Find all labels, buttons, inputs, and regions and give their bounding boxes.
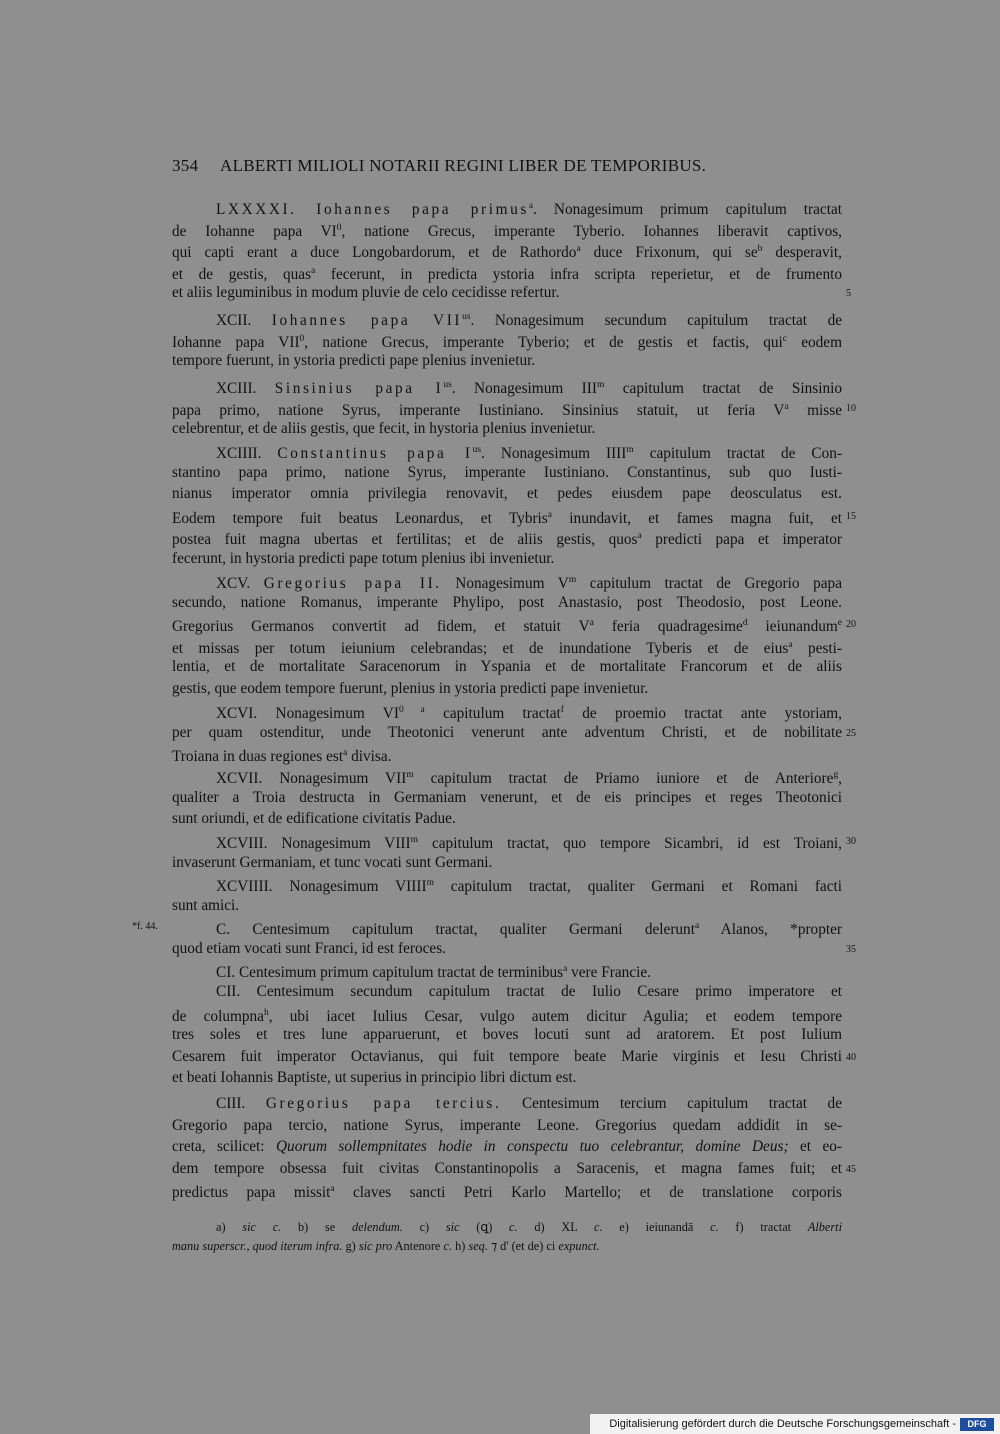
line-number: 45 <box>846 1163 856 1175</box>
text-line: papa primo, natione Syrus, imperante Iustiniano. Sinsinius statuit, ut feria $V^a$ misse 10 <box>172 397 842 419</box>
line-number: 25 <box>846 727 856 739</box>
text-line: Gregorius Germanos convertit ad fidem, et statuit $V^a$ feria quadragesime$^d$ ieiunandum$^e$ 20 <box>172 613 842 635</box>
text-line: tres soles et tres lune apparuerunt, et boves locuti sunt ad aratorem. Et post Iulium <box>172 1026 842 1044</box>
text-line: et missas per totum ieiunium celebrandas; et de inundatione Tyberis et de eius$^a$ pesti- <box>172 639 842 657</box>
text-line: qui capti erant a duce Longobardorum, et de Rathordo$^a$ duce Frixonum, qui $se^b$ desperavit, <box>172 244 843 262</box>
text-line: gestis, que eodem tempore fuerunt, plenius in ystoria predicti pape invenietur. <box>172 679 649 697</box>
text-line: dem tempore obsessa fuit civitas Constantinopolis a Saracenis, et magna fames fuit; et 45 <box>172 1158 842 1180</box>
line-number: 15 <box>846 510 856 522</box>
line-number: 5 <box>846 288 851 300</box>
line-number: 10 <box>846 402 856 414</box>
text-line: tempore fuerunt, in ystoria predicti pape plenius invenietur. <box>172 352 536 370</box>
text-line: Gregorio papa tercio, natione Syrus, imperante Leone. Gregorius quedam addidit in se- <box>172 1116 842 1134</box>
text-line: XCVIII. Nonagesimum VIII$^m$ capitulum tractat, quo tempore Sicambri, id est Troiani, 30 <box>172 830 842 852</box>
text-line: quod etiam vocati sunt Franci, id est feroces. 35 <box>172 938 842 960</box>
margin-folio-note: *f. 44. <box>132 921 158 932</box>
chapter-paragraph <box>172 440 856 570</box>
text-line: qualiter a Troia destructa in Germaniam venerunt, et de eis principes et reges Theotonici <box>172 788 842 806</box>
footnote-line: manu superscr., quod iterum infra. g) sic pro Antenore c. h) seq. ⁊ d' (et de) ci expunct. <box>172 1239 600 1253</box>
text-line: Troiana in duas regiones est$^a$ divisa. <box>172 748 392 766</box>
text-line: CI. Centesimum primum capitulum tractat de terminibus$^a$ vere Francie. <box>216 964 651 982</box>
chapter-paragraph <box>172 981 856 1089</box>
text-line: de columpna$^h$, ubi iacet Iulius Cesar, vulgo autem dicitur Agulia; et eodem tempore <box>172 1007 842 1025</box>
line-number: 40 <box>846 1051 856 1063</box>
chapter-paragraph <box>172 873 842 916</box>
text-line: XCII. Iohannes papa $VII^{us}$. Nonagesimum secundum capitulum tractat de <box>216 312 843 330</box>
text-line: XCIIII. Constantinus papa $I^{us}$. Nonagesimum IIII$^m$ capitulum tractat de Con- <box>216 445 842 463</box>
chapter-paragraph <box>172 375 856 440</box>
text-line: XCIII. Sinsinius papa $I^{us}$. Nonagesimum III$^m$ capitulum tractat de Sinsinio <box>216 380 843 398</box>
chapter-paragraph <box>172 765 842 830</box>
text-line: fecerunt, in hystoria predicti pape totum plenius ibi invenietur. <box>172 549 555 567</box>
text-line: Cesarem fuit imperator Octavianus, qui fuit tempore beate Marie virginis et Iesu Christi 40 <box>172 1046 842 1068</box>
text-line: XCV. Gregorius papa II. Nonagesimum $V^m$ capitulum tractat de Gregorio papa <box>216 575 842 593</box>
text-line: CIII. Gregorius papa tercius. Centesimum tercium capitulum tractat de <box>216 1095 842 1112</box>
chapter-paragraph <box>132 916 856 959</box>
text-line: creta, scilicet: Quorum sollempnitates hodie in conspectu tuo celebrantur, domine Deus; et eo- <box>172 1138 842 1156</box>
text-line: celebrentur, et de aliis gestis, que fecit, in hystoria plenius invenietur. <box>172 420 596 438</box>
chapter-paragraph <box>172 959 842 981</box>
text-line: nianus imperator omnia privilegia renovavit, et pedes eiusdem pape deosculatus est. <box>172 485 842 503</box>
chapter-paragraph <box>172 570 856 700</box>
text-line: CII. Centesimum secundum capitulum tractat de Iulio Cesare primo imperatore et <box>216 983 842 1000</box>
page-number: 354 <box>172 156 199 175</box>
line-number: 35 <box>846 943 856 955</box>
line-number: 20 <box>846 619 856 631</box>
text-line: lentia, et de mortalitate Saracenorum in Yspania et de mortalitate Francorum et de aliis <box>172 658 842 676</box>
text-line: per quam ostenditur, unde Theotonici venerunt ante adventum Christi, et de nobilitate 25 <box>172 722 842 744</box>
text-line: secundo, natione Romanus, imperante Phylipo, post Anastasio, post Theodosio, post Leone. <box>172 593 842 611</box>
text-line: LXXXXI. Iohannes papa primus$^a$. Nonagesimum primum capitulum tractat <box>216 201 842 219</box>
text-line: C. Centesimum capitulum tractat, qualiter Germani delerunt$^a$ Alanos, *propter *f. 44. <box>172 916 842 938</box>
dfg-credit-text: Digitalisierung gefördert durch die Deutsche Forschungsgemeinschaft - <box>609 1418 956 1430</box>
chapter-paragraph <box>172 307 842 372</box>
text-line: XCVII. Nonagesimum VII$^m$ capitulum tractat de Priamo iuniore et de Anteriore$^g$, <box>216 770 842 788</box>
line-number: 30 <box>846 836 856 847</box>
chapter-paragraph <box>172 196 851 304</box>
page-header <box>172 156 772 176</box>
running-title: ALBERTI MILIOLI NOTARII REGINI LIBER DE TEMPORIBUS. <box>220 156 707 175</box>
text-line: predictus papa missit$^a$ claves sancti Petri Karlo Martello; et de translatione corporis <box>172 1184 842 1202</box>
text-line: sunt oriundi, et de edificatione civitatis Padue. <box>172 810 456 828</box>
footnote-line: a) sic c. b) se delendum. c) sic (ꝗ) c. d) XL c. e) ieiunandā c. f) tractat Alberti <box>216 1220 842 1234</box>
footnotes <box>172 1218 842 1256</box>
text-line: Eodem tempore fuit beatus Leonardus, et Tybris$^a$ inundavit, et fames magna fuit, et 15 <box>172 505 842 527</box>
text-line: stantino papa primo, natione Syrus, imperante Iustiniano. Constantinus, sub quo Iusti- <box>172 463 842 481</box>
text-line: et beati Iohannis Baptiste, ut superius in principio libri dictum est. <box>172 1069 577 1087</box>
text-line: invaserunt Germaniam, et tunc vocati sunt Germani. <box>172 853 493 871</box>
text-line: XCVIIII. Nonagesimum VIIII$^m$ capitulum tractat, qualiter Germani et Romani facti <box>216 878 843 896</box>
text-line: postea fuit magna ubertas et fertilitas; et de aliis gestis, quos$^a$ predicti papa et imperator <box>172 531 842 549</box>
chapter-paragraph <box>172 700 856 766</box>
text-line: et aliis leguminibus in modum pluvie de celo cecidisse refertur. 5 <box>172 282 842 304</box>
text-line: de Iohanne papa $VI^0$, natione Grecus, imperante Tyberio. Iohannes liberavit captivos, <box>172 222 842 240</box>
dfg-credit-bar <box>590 1414 1000 1434</box>
text-line: et de gestis, quas$^a$ fecerunt, in predicta ystoria infra scripta reperietur, et de frumento <box>172 265 842 283</box>
dfg-logo: DFG <box>960 1418 994 1431</box>
text-line: sunt amici. <box>172 896 240 914</box>
text-line: XCVI. Nonagesimum $VI^{0 a}$ capitulum tractat$^f$ de proemio tractat ante ystoriam, <box>216 705 842 723</box>
text-line: Iohanne papa VII$^0$, natione Grecus, imperante Tyberio; et de gestis et factis, qui$^c$ eodem <box>172 333 842 351</box>
chapter-paragraph <box>172 1093 856 1202</box>
chapter-paragraph <box>172 830 856 873</box>
